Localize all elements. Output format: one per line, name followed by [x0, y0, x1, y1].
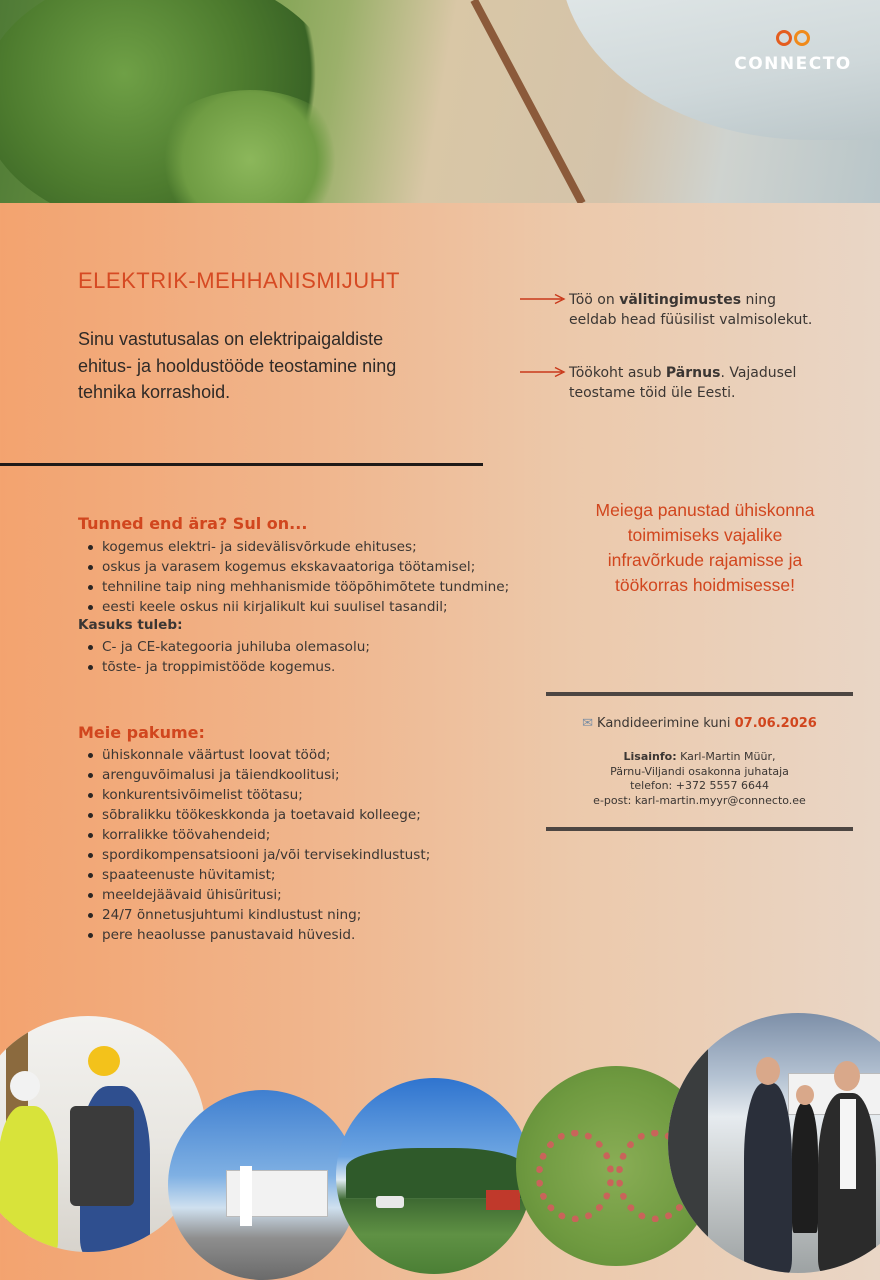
mission-quote: Meiega panustad ühiskonna toimimiseks vajalike infravõrkude rajamisse ja töökorras hoidmisesse!: [595, 500, 815, 595]
application-deadline: ✉ Kandideerimine kuni 07.06.2026: [582, 716, 817, 731]
contact-role: Pärnu-Viljandi osakonna juhataja: [610, 764, 789, 778]
application-info-box: [546, 692, 853, 832]
list-item: meeldejäävaid ühisüritusi;: [102, 885, 430, 905]
contact-phone[interactable]: telefon: +372 5557 6644: [630, 779, 769, 792]
list-item: konkurentsivõimelist töötasu;: [102, 785, 430, 805]
list-item: C- ja CE-kategooria juhiluba olemasolu;: [102, 639, 370, 655]
list-item: ühiskonnale väärtust loovat tööd;: [102, 745, 430, 765]
list-item: eesti keele oskus nii kirjalikult kui suulisel tasandil;: [102, 597, 509, 617]
photo-office-building: [168, 1090, 358, 1280]
contact-email[interactable]: e-post: karl-martin.myyr@connecto.ee: [593, 793, 806, 807]
section-divider: [0, 463, 483, 466]
list-item: spaateenuste hüvitamist;: [102, 865, 430, 885]
requirements-heading: Tunned end ära? Sul on...: [78, 514, 308, 533]
arrow-right-icon: [520, 366, 566, 378]
envelope-icon: ✉: [582, 716, 594, 731]
contact-name: Karl-Martin Müür,: [680, 750, 776, 763]
list-item: oskus ja varasem kogemus ekskavaatoriga töötamisel;: [102, 557, 509, 577]
list-item: 24/7 õnnetusjuhtumi kindlustust ning;: [102, 905, 430, 925]
offer-list: [78, 745, 430, 945]
list-item: sõbralikku töökeskkonda ja toetavaid kolleege;: [102, 805, 430, 825]
bonus-heading: Kasuks tuleb:: [78, 617, 183, 633]
connecto-logo: [728, 28, 858, 74]
fact-conditions: Töö on välitingimustes ning eeldab head füüsilist valmisolekut.: [520, 290, 820, 330]
list-item: pere heaolusse panustavaid hüvesid.: [102, 925, 430, 945]
job-intro: Sinu vastutusalas on elektripaigaldiste ehitus- ja hooldustööde teostamine ning tehnika korrashoid.: [78, 329, 397, 402]
list-item: korralikke töövahendeid;: [102, 825, 430, 845]
arrow-right-icon: [520, 293, 566, 305]
photo-team-members: [668, 1013, 880, 1273]
deadline-date: 07.06.2026: [734, 716, 817, 731]
list-item: arenguvõimalusi ja täiendkoolitusi;: [102, 765, 430, 785]
offer-heading: Meie pakume:: [78, 723, 205, 742]
contact-info: Lisainfo: Karl-Martin Müür, Pärnu-Viljandi osakonna juhataja telefon: +372 5557 6644 e-post: karl-martin.myyr@connecto.ee: [546, 750, 853, 808]
fact-location: Töökoht asub Pärnus. Vajadusel teostame töid üle Eesti.: [520, 363, 820, 403]
bonus-list: [78, 637, 370, 677]
job-title: ELEKTRIK-MEHHANISMIJUHT: [78, 268, 400, 293]
list-item: kogemus elektri- ja sidevälisvõrkude ehituses;: [102, 537, 509, 557]
requirements-list: [78, 537, 509, 617]
list-item: spordikompensatsiooni ja/või tervisekindlustust;: [102, 847, 431, 863]
list-item: tõste- ja troppimistööde kogemus.: [102, 657, 370, 677]
brand-name: CONNECTO: [734, 54, 852, 74]
connecto-logo-icon: [776, 28, 810, 48]
list-item: tehniline taip ning mehhanismide tööpõhimõtete tundmine;: [102, 579, 510, 595]
